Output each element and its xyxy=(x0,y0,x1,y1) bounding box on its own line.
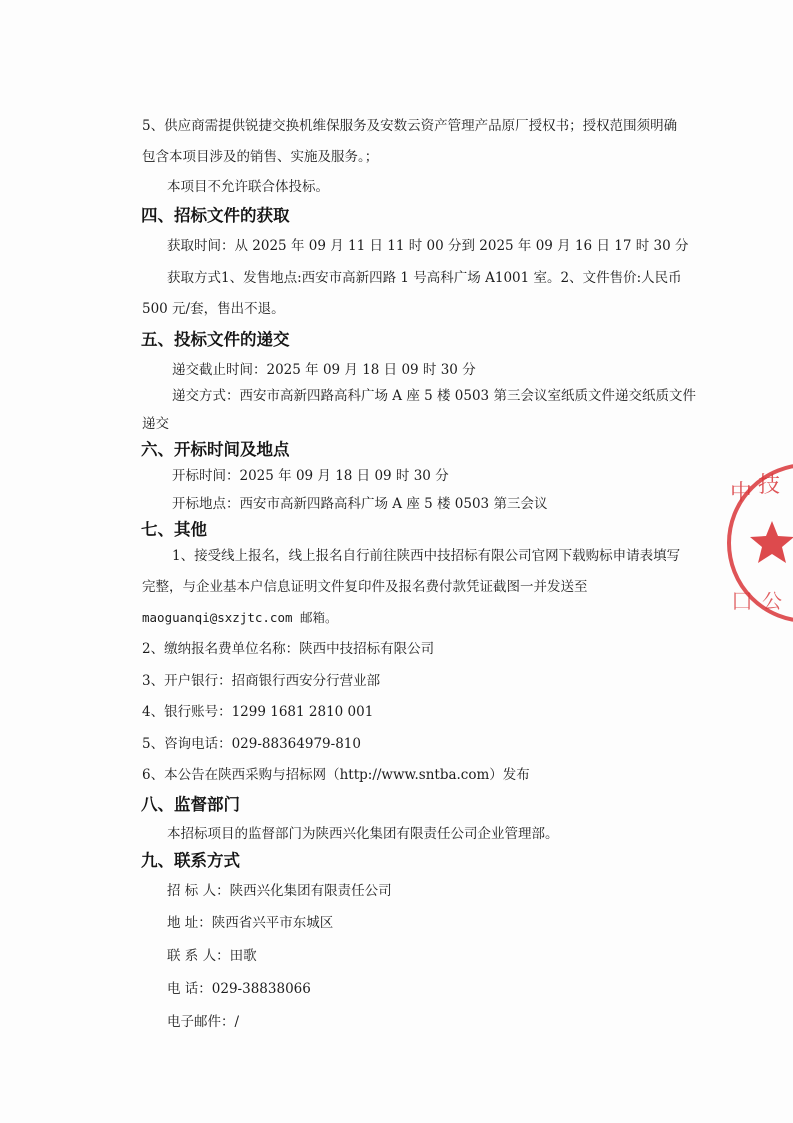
section7-item4: 4、银行账号：1299 1681 2810 001 xyxy=(142,704,374,720)
section6-time: 开标时间：2025 年 09 月 18 日 09 时 30 分 xyxy=(172,468,449,484)
section7-heading: 七、其他 xyxy=(141,520,207,539)
seal-star-icon xyxy=(750,521,793,563)
contact-phone: 电 话：029-38838066 xyxy=(167,981,311,997)
section7-item2: 2、缴纳报名费单位名称：陕西中技招标有限公司 xyxy=(142,641,435,657)
section7-item1-line2: 完整，与企业基本户信息证明文件复印件及报名费付款凭证截图一并发送至 xyxy=(142,579,588,595)
seal-char-3: 囗 xyxy=(732,589,752,613)
contact-person: 联 系 人：田歌 xyxy=(167,948,257,964)
contact-address: 地 址：陕西省兴平市东城区 xyxy=(167,915,334,931)
section7-item1-line1: 1、接受线上报名，线上报名自行前往陕西中技招标有限公司官网下载购标申请表填写 xyxy=(172,548,681,564)
section8-text: 本招标项目的监督部门为陕西兴化集团有限责任公司企业管理部。 xyxy=(167,826,559,842)
seal-char-2: 技 xyxy=(758,473,781,498)
contact-email: 电子邮件：/ xyxy=(167,1014,240,1030)
section7-item5: 5、咨询电话：029-88364979-810 xyxy=(142,736,361,752)
section4-heading: 四、招标文件的获取 xyxy=(141,206,290,225)
section4-method-line2: 500 元/套，售出不退。 xyxy=(142,301,285,317)
section8-heading: 八、监督部门 xyxy=(141,795,240,814)
section6-heading: 六、开标时间及地点 xyxy=(141,440,290,459)
qualification-item5-line2: 包含本项目涉及的销售、实施及服务。； xyxy=(142,149,379,165)
consortium-note: 本项目不允许联合体投标。 xyxy=(167,179,329,195)
contact-tenderer: 招 标 人：陕西兴化集团有限责任公司 xyxy=(167,883,392,899)
section5-method-line1: 递交方式：西安市高新四路高科广场 A 座 5 楼 0503 第三会议室纸质文件递交纸质文件 xyxy=(172,388,696,404)
section6-place: 开标地点：西安市高新四路高科广场 A 座 5 楼 0503 第三会议 xyxy=(172,496,548,512)
section4-method-line1: 获取方式1、发售地点:西安市高新四路 1 号高科广场 A1001 室。2、文件售价:人民币 xyxy=(167,270,682,286)
section5-heading: 五、投标文件的递交 xyxy=(141,330,290,349)
section5-method-line2: 递交 xyxy=(142,416,169,432)
seal-char-1: 中 xyxy=(730,481,753,506)
section7-item6: 6、本公告在陕西采购与招标网（http://www.sntba.com）发布 xyxy=(142,767,530,783)
seal-char-4: 公 xyxy=(762,589,782,613)
company-seal-stamp xyxy=(722,458,793,628)
seal-ring xyxy=(729,465,793,621)
qualification-item5-line1: 5、供应商需提供锐捷交换机维保服务及安数云资产管理产品原厂授权书；授权范围须明确 xyxy=(142,118,678,134)
section4-time: 获取时间：从 2025 年 09 月 11 日 11 时 00 分到 2025 年 09 月 16 日 17 时 30 分 xyxy=(167,238,689,254)
section7-item3: 3、开户银行：招商银行西安分行营业部 xyxy=(142,673,381,689)
section9-heading: 九、联系方式 xyxy=(141,851,240,870)
section5-deadline: 递交截止时间：2025 年 09 月 18 日 09 时 30 分 xyxy=(172,362,476,378)
section7-item1-email: maoguanqi@sxzjtc.com 邮箱。 xyxy=(142,610,338,625)
